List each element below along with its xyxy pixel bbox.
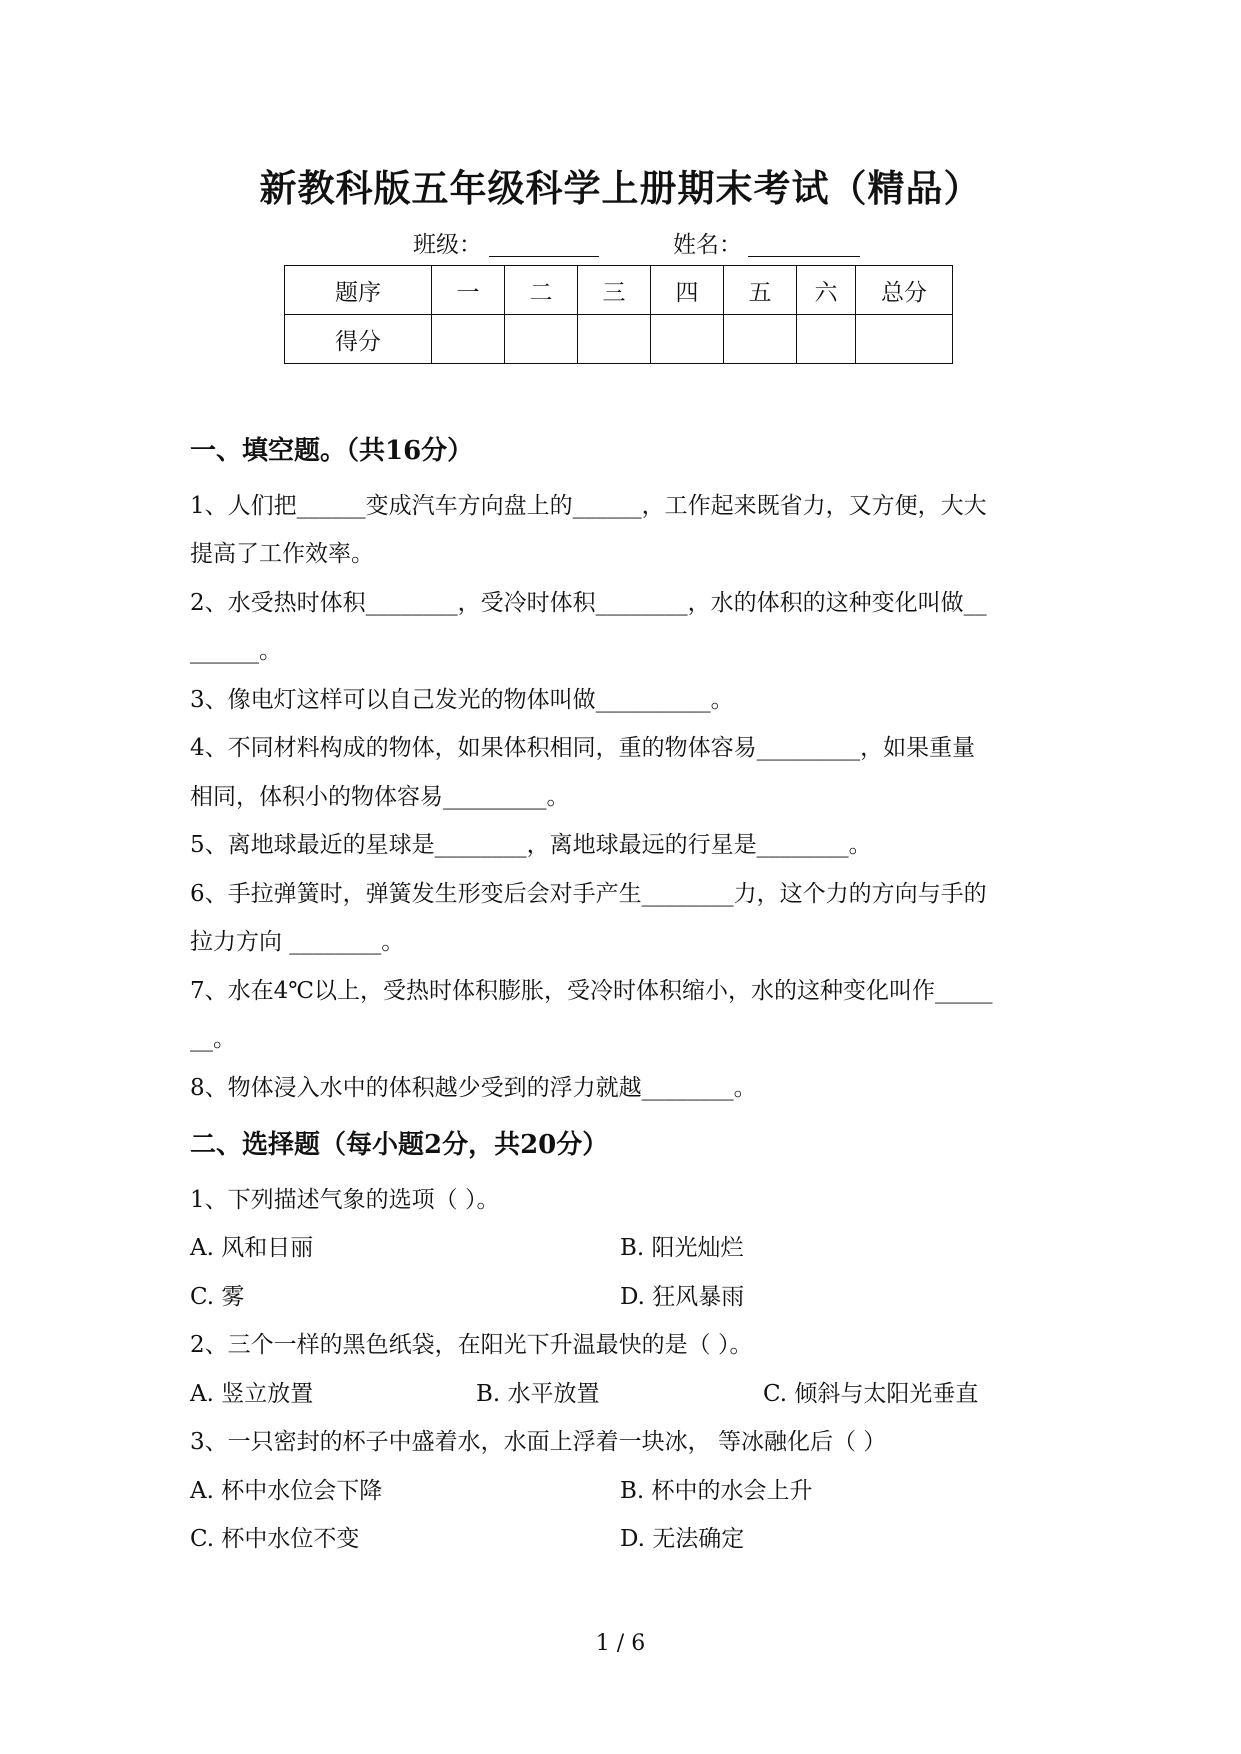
q1-stem: 1、下列描述气象的选项（ ）。: [190, 1187, 500, 1213]
section1-line: 1、人们把______变成汽车方向盘上的______，工作起来既省力，又方便，大大: [190, 493, 987, 519]
q3-option-a[interactable]: A. 杯中水位会下降: [190, 1478, 383, 1504]
q3-stem: 3、一只密封的杯子中盛着水，水面上浮着一块冰， 等冰融化后（ ）: [190, 1429, 887, 1455]
q1-option-a[interactable]: A. 风和日丽: [190, 1235, 314, 1261]
section1-line: __。: [190, 1026, 236, 1052]
page-number: 1 / 6: [595, 1631, 646, 1656]
q1-option-d[interactable]: D. 狂风暴雨: [620, 1284, 745, 1310]
score-table-header-row: [285, 266, 953, 315]
score-cell-6[interactable]: [797, 315, 856, 364]
score-cell-total[interactable]: [856, 315, 953, 364]
name-label: 姓名：: [673, 232, 742, 258]
score-cell-5[interactable]: [724, 315, 797, 364]
section1-line: 提高了工作效率。: [190, 541, 374, 567]
section1-line: ______。: [190, 638, 282, 664]
section1-line: 8、物体浸入水中的体积越少受到的浮力就越________。: [190, 1075, 757, 1101]
section1-heading: 一、填空题。（共16分）: [190, 436, 474, 466]
q2-option-a[interactable]: A. 竖立放置: [190, 1381, 314, 1407]
class-blank-line: [489, 256, 599, 257]
q3-option-d[interactable]: D. 无法确定: [620, 1526, 745, 1552]
section1-line: 6、手拉弹簧时，弹簧发生形变后会对手产生________力，这个力的方向与手的: [190, 881, 987, 907]
q2-stem: 2、三个一样的黑色纸袋，在阳光下升温最快的是（ ）。: [190, 1332, 753, 1358]
section1-line: 3、像电灯这样可以自己发光的物体叫做__________。: [190, 687, 734, 713]
score-cell-3[interactable]: [578, 315, 651, 364]
score-cell-2[interactable]: [505, 315, 578, 364]
header-cell-5: 五: [724, 266, 797, 315]
header-cell-3: 三: [578, 266, 651, 315]
q2-option-c[interactable]: C. 倾斜与太阳光垂直: [763, 1381, 979, 1407]
header-cell-1: 一: [432, 266, 505, 315]
section1-line: 4、不同材料构成的物体，如果体积相同，重的物体容易_________，如果重量: [190, 735, 976, 761]
header-cell-6: 六: [797, 266, 856, 315]
section1-line: 相同，体积小的物体容易_________。: [190, 784, 570, 810]
q1-option-b[interactable]: B. 阳光灿烂: [620, 1235, 744, 1261]
header-cell-order: 题序: [285, 266, 432, 315]
score-cell-4[interactable]: [651, 315, 724, 364]
q3-option-c[interactable]: C. 杯中水位不变: [190, 1526, 360, 1552]
q2-option-b[interactable]: B. 水平放置: [476, 1381, 600, 1407]
q1-option-c[interactable]: C. 雾: [190, 1284, 245, 1310]
class-label: 班级：: [413, 232, 482, 258]
section1-line: 拉力方向 ________。: [190, 929, 405, 955]
score-table-score-row: [285, 315, 953, 364]
score-table: [284, 265, 953, 364]
section1-line: 7、水在4℃以上，受热时体积膨胀，受冷时体积缩小，水的这种变化叫作_____: [190, 978, 993, 1004]
header-cell-4: 四: [651, 266, 724, 315]
name-blank-line: [748, 256, 860, 257]
header-cell-2: 二: [505, 266, 578, 315]
score-cell-1[interactable]: [432, 315, 505, 364]
section1-line: 5、离地球最近的星球是________，离地球最远的行星是________。: [190, 832, 872, 858]
header-cell-total: 总分: [856, 266, 953, 315]
q3-option-b[interactable]: B. 杯中的水会上升: [620, 1478, 813, 1504]
score-row-label: 得分: [285, 315, 432, 364]
section2-heading: 二、选择题（每小题2分，共20分）: [190, 1130, 609, 1160]
exam-title: 新教科版五年级科学上册期末考试（精品）: [259, 166, 982, 210]
section1-line: 2、水受热时体积________，受冷时体积________，水的体积的这种变化叫做__: [190, 590, 987, 616]
